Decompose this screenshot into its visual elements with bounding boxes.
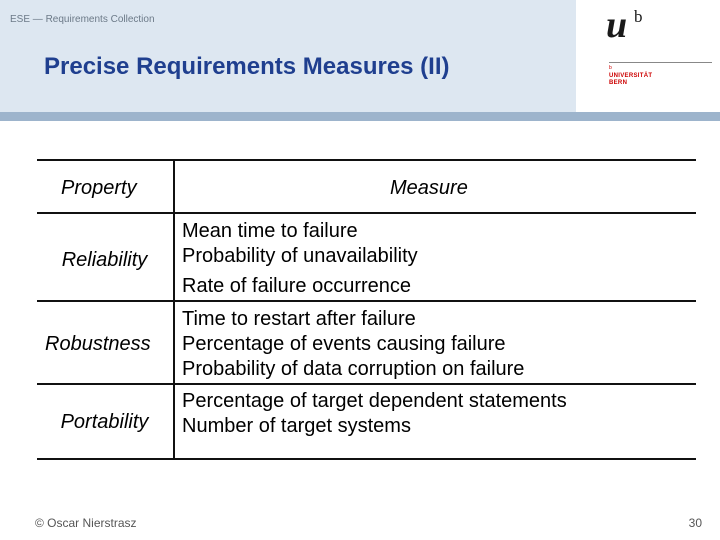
row-property-robustness: Robustness: [45, 333, 151, 355]
measure-item: Mean time to failure: [182, 220, 358, 242]
university-logo-u: u: [606, 4, 628, 46]
logo-superscript: b: [609, 65, 612, 71]
row-property-portability: Portability: [60, 411, 149, 433]
table-row-rule: [37, 300, 696, 302]
university-logo-b: b: [634, 7, 643, 26]
column-header-measure: Measure: [390, 177, 468, 199]
measure-item: Number of target systems: [182, 415, 411, 437]
measure-item: Rate of failure occurrence: [182, 275, 412, 297]
logo-panel: [576, 0, 720, 112]
table-bottom-rule: [37, 458, 696, 460]
column-header-property: Property: [61, 177, 137, 199]
table-top-rule: [37, 159, 696, 161]
measure-item: Percentage of target dependent statements: [182, 390, 567, 412]
table-row-rule: [37, 383, 696, 385]
measure-item: Probability of data corruption on failure: [182, 358, 525, 380]
measure-item: Percentage of events causing failure: [182, 333, 506, 355]
header-divider-bar: [0, 112, 720, 121]
university-name: UNIVERSITÄT BERN: [609, 73, 653, 86]
page-number: 30: [688, 516, 702, 530]
measure-item: Probability of unavailability: [182, 245, 418, 267]
page-title: Precise Requirements Measures (II): [44, 53, 450, 80]
row-property-reliability: Reliability: [61, 249, 148, 271]
course-label: ESE — Requirements Collection: [10, 14, 155, 25]
logo-divider: [609, 62, 712, 63]
table-header-rule: [37, 212, 696, 214]
table-column-divider: [173, 160, 175, 460]
footer-copyright: © Oscar Nierstrasz: [35, 516, 137, 530]
measure-item: Time to restart after failure: [182, 308, 416, 330]
